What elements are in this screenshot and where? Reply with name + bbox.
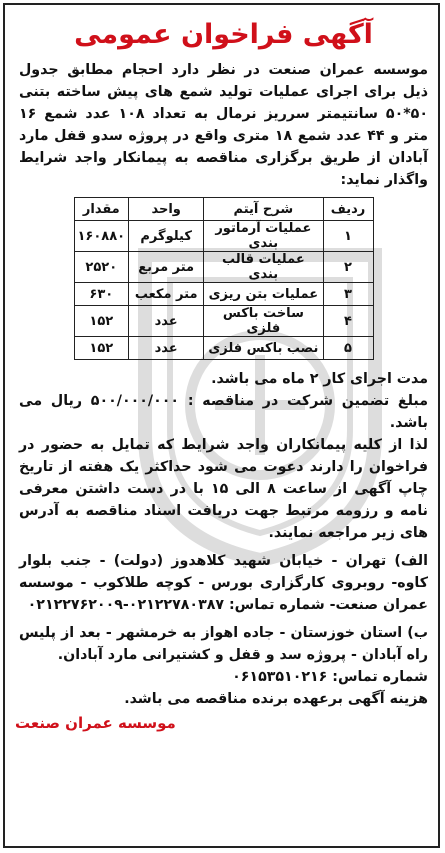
header-quantity: مقدار — [74, 198, 129, 221]
header-row-number: ردیف — [323, 198, 373, 221]
duration-text: مدت اجرای کار ۲ ماه می باشد. — [211, 371, 428, 387]
table-row — [74, 337, 373, 360]
table-header-row — [74, 198, 373, 221]
cell-quantity: ۲۵۲۰ — [74, 252, 129, 283]
cell-item-description: عملیات بتن ریزی — [204, 283, 323, 306]
table-row — [74, 252, 373, 283]
table-row — [74, 221, 373, 252]
cell-row-number: ۴ — [323, 306, 373, 337]
address-tehran: الف) تهران - خیابان شهید کلاهدوز (دولت) - جنب بلوار کاوه- روبروی کارگزاری بورس - کوچه طلاکوب - موسسه عمران صنعت- شماره تماس: ۰۲۱۲۲۷۸۰۳۸۷-۰۲۱۲۲۷۶۲۰۰۹ — [19, 553, 428, 613]
items-table — [74, 197, 374, 360]
address-khuzestan: ب) استان خوزستان - جاده اهواز به خرمشهر - بعد از پلیس راه آبادان - پروژه سد و قفل و کشتیرانی مارد آبادان. — [19, 625, 428, 663]
cell-quantity: ۶۳۰ — [74, 283, 129, 306]
ad-frame — [3, 3, 440, 848]
cell-item-description: نصب باکس فلزی — [204, 337, 323, 360]
cell-unit: کیلوگرم — [129, 221, 204, 252]
ad-title: آگهی فراخوان عمومی — [74, 19, 373, 50]
cell-item-description: ساخت باکس فلزی — [204, 306, 323, 337]
intro-paragraph: موسسه عمران صنعت در نظر دارد احجام مطابق جدول ذیل برای اجرای عملیات تولید شمع های پیش ساخته بتنی ۵۰*۵۰ سانتیمتر سرریز نرمال به تعداد ۱۰۸ عدد شمع ۱۶ متر و ۴۴ عدد شمع ۱۸ متری واقع در پروژه سدو قفل مارد آبادان از طریق برگزاری مناقصه به پیمانکار واجد شرایط واگذار نماید: — [19, 62, 428, 188]
cell-unit: متر مکعب — [129, 283, 204, 306]
header-item-description: شرح آیتم — [204, 198, 323, 221]
cell-quantity: ۱۵۲ — [74, 337, 129, 360]
phone-khuzestan: شماره تماس: ۰۶۱۵۳۵۱۰۲۱۶ — [232, 669, 428, 685]
cell-row-number: ۵ — [323, 337, 373, 360]
cell-row-number: ۱ — [323, 221, 373, 252]
invitation-paragraph: لذا از کلیه پیمانکاران واجد شرایط که تمایل به حضور در فراخوان را دارند دعوت می شود حداکثر یک هفته از تاریخ چاپ آگهی از ساعت ۸ الی ۱۵ با در دست داشتن معرفی نامه و رزومه مرتبط جهت دریافت اسناد مناقصه به آدرس های زیر مراجعه نمایند. — [19, 437, 429, 541]
cell-item-description: عملیات قالب بندی — [204, 252, 323, 283]
header-unit: واحد — [129, 198, 204, 221]
guarantee-text: مبلغ تضمین شرکت در مناقصه : ۵۰۰/۰۰۰/۰۰۰ ریال می باشد. — [19, 393, 428, 431]
cell-unit: عدد — [129, 306, 204, 337]
cell-unit: عدد — [129, 337, 204, 360]
ad-content — [15, 5, 432, 734]
table-row — [74, 306, 373, 337]
cell-row-number: ۳ — [323, 283, 373, 306]
signature: موسسه عمران صنعت — [15, 714, 176, 732]
cost-note: هزینه آگهی برعهده برنده مناقصه می باشد. — [124, 691, 428, 707]
cell-row-number: ۲ — [323, 252, 373, 283]
cell-item-description: عملیات آرماتور بندی — [204, 221, 323, 252]
items-table-wrap — [74, 197, 374, 360]
cell-quantity: ۱۶۰۸۸۰ — [74, 221, 129, 252]
table-row — [74, 283, 373, 306]
cell-quantity: ۱۵۲ — [74, 306, 129, 337]
cell-unit: متر مربع — [129, 252, 204, 283]
